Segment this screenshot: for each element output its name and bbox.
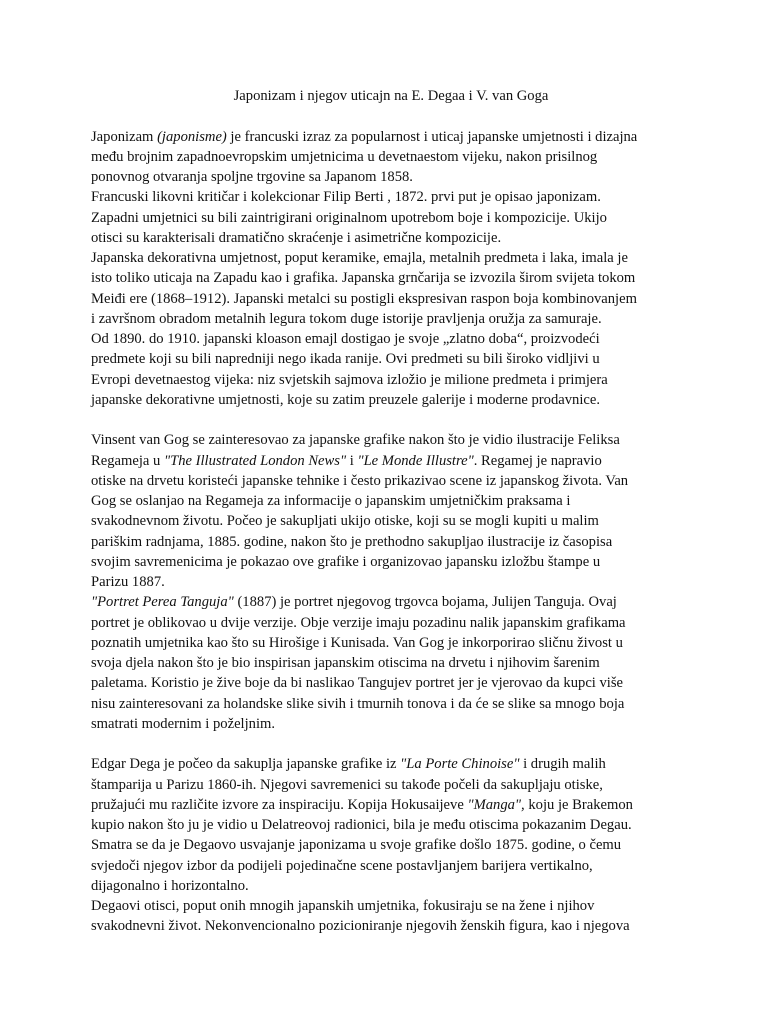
text-line <box>91 329 691 349</box>
text-segment: pariškim radnjama, 1885. godine, nakon što je prethodno sakupljao ilustracije iz časopisa <box>91 533 613 550</box>
text-line <box>91 248 691 268</box>
document-page <box>91 86 691 937</box>
text-line <box>91 349 691 369</box>
text-segment: dijagonalno i horizontalno. <box>91 877 249 894</box>
italic-title: "The Illustrated London News" <box>163 452 347 469</box>
text-line <box>91 228 691 248</box>
text-segment: Smatra se da je Degaovo usvajanje japonizama u svoje grafike došlo 1875. godine, o čemu <box>91 837 622 854</box>
text-line <box>91 147 691 167</box>
text-segment: isto toliko uticaja na Zapadu kao i grafika. Japanska grnčarija se izvozila širom svijeta tokom <box>91 270 636 287</box>
text-line <box>91 451 691 471</box>
italic-title: (japonisme) <box>157 128 227 145</box>
text-segment: i završnom obradom metalnih legura tokom duge istorije pravljenja oružja za samuraje. <box>91 310 602 327</box>
paragraph-van-gogh <box>91 430 691 734</box>
text-line <box>91 471 691 491</box>
text-segment: Francuski likovni kritičar i kolekcionar Filip Berti , 1872. prvi put je opisao japonizam. <box>91 189 601 206</box>
text-segment: štamparija u Parizu 1860-ih. Njegovi savremenici su takođe počeli da sakupljaju otiske, <box>91 776 603 793</box>
text-line <box>91 208 691 228</box>
text-segment: je francuski izraz za popularnost i uticaj japanske umjetnosti i dizajna <box>226 128 638 145</box>
text-segment: i <box>346 452 358 469</box>
text-line <box>91 815 691 835</box>
text-line <box>91 127 691 147</box>
text-line <box>91 916 691 936</box>
text-segment: poznatih umjetnika kao što su Hirošige i Kunisada. Van Gog je inkorporirao sličnu živost u <box>91 634 623 651</box>
text-segment: Edgar Dega je počeo da sakuplja japanske grafike iz <box>91 756 401 773</box>
text-line <box>91 592 691 612</box>
italic-title: "Manga", <box>467 796 525 813</box>
text-line <box>91 896 691 916</box>
text-line <box>91 633 691 653</box>
text-segment: Vinsent van Gog se zainteresovao za japanske grafike nakon što je vidio ilustracije Feliksa <box>91 432 620 449</box>
text-segment: predmete koji su bili napredniji nego ikada ranije. Ovi predmeti su bili široko vidljivi u <box>91 351 600 368</box>
text-segment: i drugih malih <box>519 756 606 773</box>
paragraph-degas <box>91 754 691 936</box>
text-segment: pružajući mu različite izvore za inspiraciju. Kopija Hokusaijeve <box>91 796 468 813</box>
text-line <box>91 835 691 855</box>
text-segment: nisu zainteresovani za holandske slike sivih i tmurnih tonova i da će se slike sa mnogo boja <box>91 695 625 712</box>
text-segment: Zapadni umjetnici su bili zaintrigirani originalnom upotrebom boje i kompozicije. Ukijo <box>91 209 607 226</box>
text-segment: među brojnim zapadnoevropskim umjetnicima u devetnaestom vijeku, nakon prisilnog <box>91 148 598 165</box>
text-line <box>91 187 691 207</box>
text-segment: svakodnevnom životu. Počeo je sakupljati ukijo otiske, koji su se mogli kupiti u malim <box>91 513 599 530</box>
italic-title: "La Porte Chinoise" <box>400 756 520 773</box>
paragraph-gap <box>91 734 691 754</box>
text-segment: svakodnevni život. Nekonvencionalno pozicioniranje njegovih ženskih figura, kao i njegova <box>91 918 630 935</box>
paragraph-gap <box>91 410 691 430</box>
text-segment: Degaovi otisci, poput onih mnogih japanskih umjetnika, fokusiraju se na žene i njihov <box>91 898 595 914</box>
text-segment: smatrati modernim i poželjnim. <box>91 715 276 732</box>
text-segment: otiske na drvetu koristeći japanske tehnike i često prikazivao scene iz japanskog života. Van <box>91 472 629 489</box>
document-title: Japonizam i njegov uticajn na E. Degaa i V. van Goga <box>233 88 549 104</box>
text-segment: Od 1890. do 1910. japanski kloason emajl dostigao je svoje „zlatno doba“, proizvodeći <box>91 331 600 347</box>
text-segment: Gog se oslanjao na Regameja za informacije o japanskim umjetničkim praksama i <box>91 493 571 509</box>
text-line <box>91 694 691 714</box>
text-segment: (1887) je portret njegovog trgovca bojama, Julijen Tanguja. Ovaj <box>233 594 617 611</box>
text-line <box>91 795 691 815</box>
text-segment: paletama. Koristio je žive boje da bi naslikao Tangujev portret jer je vjerovao da kupci više <box>91 675 624 692</box>
text-segment: portret je oblikovao u dvije verzije. Obje verzije imaju pozadinu nalik japanskim grafikama <box>91 614 626 631</box>
text-segment: ponovnog otvaranja spoljne trgovine sa Japanom 1858. <box>91 169 413 185</box>
text-line <box>91 673 691 693</box>
italic-title: "Le Monde Illustre" <box>357 452 474 469</box>
text-line <box>91 167 691 187</box>
text-line <box>91 552 691 572</box>
text-line <box>91 289 691 309</box>
text-line <box>91 268 691 288</box>
text-segment: Meiđi ere (1868–1912). Japanski metalci su postigli ekspresivan raspon boja kombinovanjem <box>91 290 637 307</box>
text-line <box>91 714 691 734</box>
text-segment: Evropi devetnaestog vijeka: niz svjetskih sajmova izložio je milione predmeta i primjera <box>91 371 608 388</box>
text-segment: svoja djela nakon što je bio inspirisan japanskim otiscima na drvetu i njihovim šarenim <box>91 655 600 671</box>
text-segment: . Regamej je napravio <box>473 452 602 469</box>
text-line <box>91 572 691 592</box>
text-line <box>91 653 691 673</box>
text-segment: koju je Brakemon <box>524 796 633 813</box>
text-segment: svjedoči njegov izbor da podijeli pojedinačne scene postavljanjem barijera vertikalno, <box>91 857 593 874</box>
italic-title: "Portret Perea Tanguja" <box>91 594 234 611</box>
text-line <box>91 856 691 876</box>
text-segment: Japonizam <box>91 128 158 145</box>
text-line <box>91 876 691 896</box>
text-segment: Parizu 1887. <box>91 574 165 590</box>
text-segment: Japanska dekorativna umjetnost, poput keramike, emajla, metalnih predmeta i laka, imala je <box>91 250 628 266</box>
text-line <box>91 613 691 633</box>
text-segment: otisci su karakterisali dramatično skraćenje i asimetrične kompozicije. <box>91 229 502 246</box>
text-segment: kupio nakon što ju je vidio u Delatreovoj radionici, bila je među otiscima pokazanim Degau. <box>91 817 632 833</box>
text-line <box>91 309 691 329</box>
text-segment: japanske dekorativne umjetnosti, koje su zatim preuzele galerije i moderne prodavnice. <box>91 391 600 408</box>
text-line <box>91 390 691 410</box>
text-line <box>91 511 691 531</box>
text-line <box>91 370 691 390</box>
text-line <box>91 532 691 552</box>
text-segment: svojim savremenicima je pokazao ove grafike i organizovao japansku izložbu štampe u <box>91 553 601 570</box>
text-line <box>91 775 691 795</box>
paragraph-japonism <box>91 127 691 411</box>
text-line <box>91 430 691 450</box>
text-segment: Regameja u <box>91 452 164 469</box>
text-line <box>91 491 691 511</box>
text-line <box>91 754 691 774</box>
